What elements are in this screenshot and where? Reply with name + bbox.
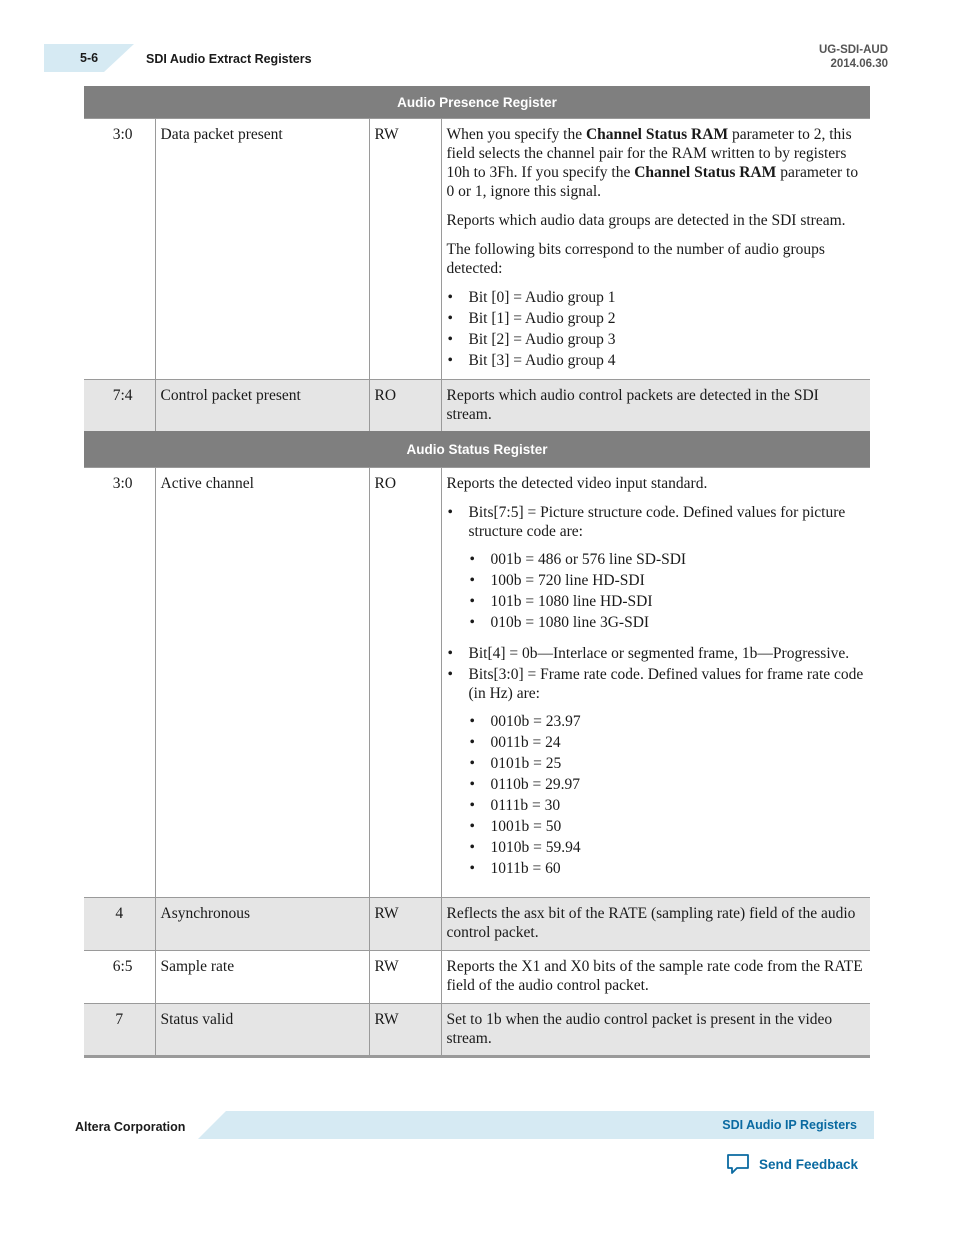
bit-cell: 7 [84, 1004, 155, 1057]
name-cell: Status valid [155, 1004, 369, 1057]
list-item-text: Bits[3:0] = Frame rate code. Defined values for frame rate code (in Hz) are: [468, 666, 864, 702]
document-code: UG-SDI-AUD [819, 44, 888, 56]
name-cell: Asynchronous [155, 898, 369, 951]
list-item: • 1011b = 60 [491, 859, 866, 878]
access-cell: RW [369, 119, 441, 380]
speech-bubble-icon [726, 1153, 750, 1175]
section-header [84, 431, 870, 468]
bit-cell: 7:4 [84, 380, 155, 432]
name-cell: Sample rate [155, 951, 369, 1004]
access-cell: RW [369, 951, 441, 1004]
bit-cell: 3:0 [84, 468, 155, 898]
list-item: • 0111b = 30 [491, 796, 866, 815]
description-text: Set to 1b when the audio control packet is present in the video stream. [446, 1011, 833, 1047]
description-text: Reports the X1 and X0 bits of the sample rate code from the RATE field of the audio control packet. [446, 958, 863, 994]
section-link[interactable]: SDI Audio IP Registers [722, 1118, 857, 1132]
section-title: Audio Status Register [84, 431, 870, 468]
description-cell [441, 898, 870, 951]
bullet-list [447, 503, 866, 878]
access-cell: RW [369, 898, 441, 951]
table-row [84, 951, 870, 1004]
description-cell [441, 468, 870, 898]
send-feedback-link[interactable] [726, 1153, 858, 1175]
table-row [84, 380, 870, 432]
parameter-name: Channel Status RAM [634, 164, 777, 181]
text-run: parameter to 0 or 1, ignore this signal. [446, 164, 859, 200]
list-item: • Bit[4] = 0b—Interlace or segmented frame, 1b—Progressive. [469, 644, 866, 663]
name-cell: Control packet present [155, 380, 369, 432]
company-name: Altera Corporation [75, 1120, 186, 1134]
list-item: • 1001b = 50 [491, 817, 866, 836]
description-cell [441, 1004, 870, 1057]
table-row [84, 468, 870, 898]
description-paragraph: Reports which audio data groups are detected in the SDI stream. [446, 212, 846, 229]
header-title: SDI Audio Extract Registers [146, 52, 312, 66]
list-item [469, 665, 866, 878]
list-item: • 101b = 1080 line HD-SDI [491, 592, 866, 611]
page-number: 5-6 [80, 51, 99, 65]
document-date: 2014.06.30 [830, 58, 888, 70]
text-run: When you specify the [446, 126, 586, 143]
list-item: • Bit [1] = Audio group 2 [469, 309, 866, 328]
send-feedback-label: Send Feedback [759, 1156, 859, 1172]
list-item: • 0110b = 29.97 [491, 775, 866, 794]
list-item: • 0011b = 24 [491, 733, 866, 752]
access-cell: RW [369, 1004, 441, 1057]
parameter-name: Channel Status RAM [585, 126, 729, 143]
access-cell: RO [369, 380, 441, 432]
sub-bullet-list [469, 712, 866, 878]
list-item: • Bit [2] = Audio group 3 [469, 330, 866, 349]
name-cell: Active channel [155, 468, 369, 898]
table-row [84, 898, 870, 951]
description-text: Reports which audio control packets are detected in the SDI stream. [446, 387, 819, 423]
description-paragraph: Reports the detected video input standard. [446, 475, 708, 492]
register-table [84, 86, 870, 1058]
list-item: • 001b = 486 or 576 line SD-SDI [491, 550, 866, 569]
list-item: • 0010b = 23.97 [491, 712, 866, 731]
description-cell [441, 119, 870, 380]
list-item: • Bit [3] = Audio group 4 [469, 351, 866, 370]
list-item: • 1010b = 59.94 [491, 838, 866, 857]
description-cell [441, 380, 870, 432]
text-run: parameter to 2, this field selects the channel pair for the RAM written to by registers 10h to 3Fh. If you specify the [446, 126, 852, 181]
description-paragraph: The following bits correspond to the number of audio groups detected: [446, 241, 825, 277]
section-header [84, 86, 870, 119]
list-item-text: Bits[7:5] = Picture structure code. Defined values for picture structure code are: [468, 504, 846, 540]
list-item: • 0101b = 25 [491, 754, 866, 773]
list-item [469, 503, 866, 632]
sub-bullet-list [469, 550, 866, 632]
description-text: Reflects the asx bit of the RATE (sampling rate) field of the audio control packet. [446, 905, 856, 941]
bit-cell: 3:0 [84, 119, 155, 380]
bit-cell: 4 [84, 898, 155, 951]
document-id [819, 43, 888, 71]
table-row [84, 119, 870, 380]
bit-cell: 6:5 [84, 951, 155, 1004]
list-item: • 100b = 720 line HD-SDI [491, 571, 866, 590]
access-cell: RO [369, 468, 441, 898]
description-cell [441, 951, 870, 1004]
list-item: • 010b = 1080 line 3G-SDI [491, 613, 866, 632]
description-paragraph [447, 125, 866, 201]
bullet-list [447, 288, 866, 370]
table-row [84, 1004, 870, 1057]
section-title: Audio Presence Register [84, 86, 870, 119]
name-cell: Data packet present [155, 119, 369, 380]
list-item: • Bit [0] = Audio group 1 [469, 288, 866, 307]
